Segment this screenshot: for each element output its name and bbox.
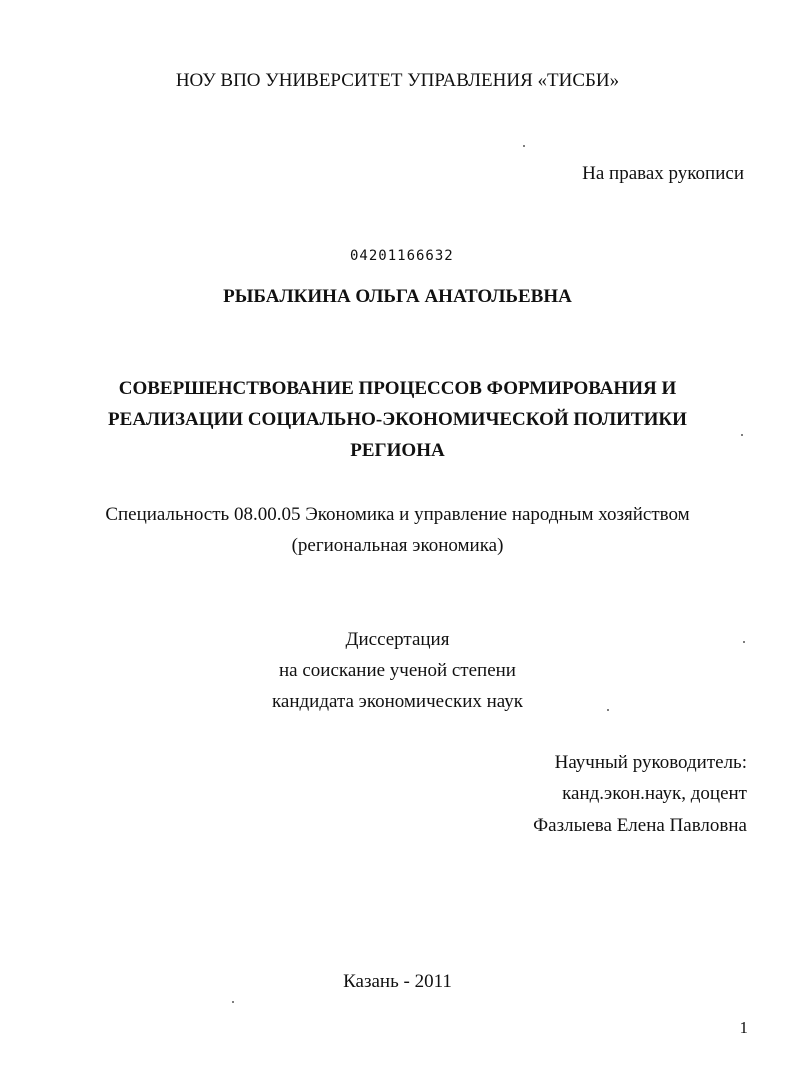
scan-speck — [743, 641, 745, 643]
supervisor-name: Фазлыева Елена Павловна — [533, 815, 747, 836]
degree-line-1: Диссертация — [345, 629, 450, 650]
scan-speck — [607, 709, 609, 711]
rights-note: На правах рукописи — [582, 163, 744, 184]
supervisor-label: Научный руководитель: — [554, 752, 747, 773]
author-name: РЫБАЛКИНА ОЛЬГА АНАТОЛЬЕВНА — [223, 286, 572, 307]
scan-speck — [523, 145, 525, 147]
institution-name: НОУ ВПО УНИВЕРСИТЕТ УПРАВЛЕНИЯ «ТИСБИ» — [175, 70, 620, 91]
dissertation-title-line-3: РЕГИОНА — [350, 440, 445, 461]
registry-number: 04201166632 — [350, 248, 454, 264]
supervisor-credentials: канд.экон.наук, доцент — [562, 783, 747, 804]
page-number: 1 — [739, 1018, 748, 1037]
scan-speck — [232, 1001, 234, 1003]
scan-speck — [741, 434, 743, 436]
degree-line-2: на соискание ученой степени — [279, 660, 516, 681]
dissertation-title-line-1: СОВЕРШЕНСТВОВАНИЕ ПРОЦЕССОВ ФОРМИРОВАНИЯ И — [118, 378, 677, 399]
degree-line-3: кандидата экономических наук — [271, 691, 524, 712]
specialty-line-1: Специальность 08.00.05 Экономика и управление народным хозяйством — [105, 504, 690, 525]
dissertation-title-line-2: РЕАЛИЗАЦИИ СОЦИАЛЬНО-ЭКОНОМИЧЕСКОЙ ПОЛИТИКИ — [108, 409, 687, 430]
city-year: Казань - 2011 — [343, 971, 452, 992]
specialty-line-2: (региональная экономика) — [291, 535, 504, 556]
